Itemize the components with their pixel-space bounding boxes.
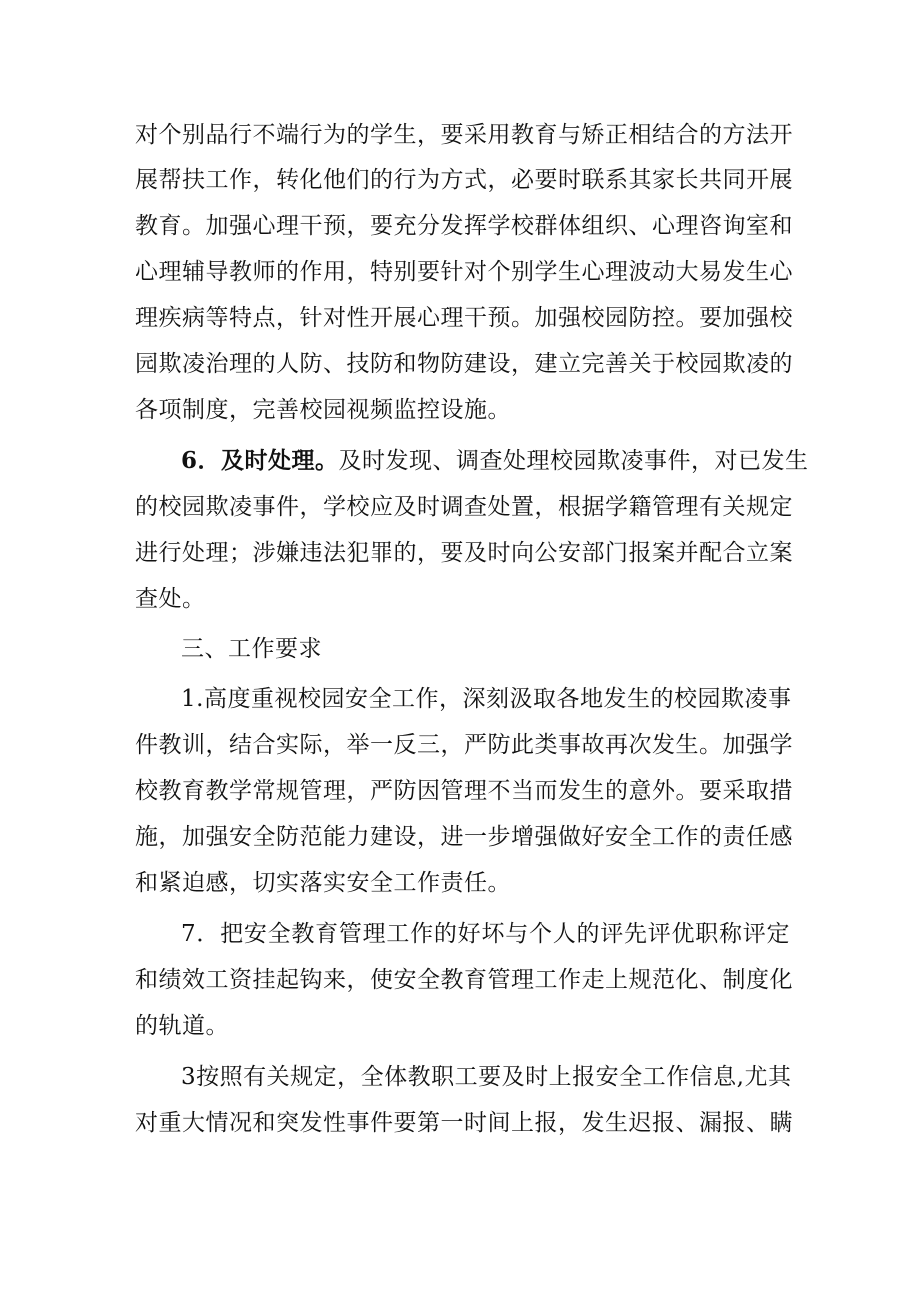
paragraph-line: 件教训，结合实际，举一反三，严防此类事故再次发生。加强学 (135, 732, 793, 758)
paragraph-line: 理疾病等特点，针对性开展心理干预。加强校园防控。要加强校 (135, 305, 793, 331)
section-title: 三、工作要求 (181, 636, 322, 662)
paragraph-line: 和绩效工资挂起钩来，使安全教育管理工作走上规范化、制度化 (135, 967, 793, 993)
paragraph-first-line: 3按照有关规定，全体教职工要及时上报安全工作信息,尤其 (181, 1064, 792, 1090)
paragraph-line: 教育。加强心理干预，要充分发挥学校群体组织、心理咨询室和 (135, 213, 793, 239)
paragraph-line: 各项制度，完善校园视频监控设施。 (135, 397, 511, 423)
paragraph-line: 的校园欺凌事件，学校应及时调查处置，根据学籍管理有关规定 (135, 494, 793, 520)
paragraph-line: 心理辅导教师的作用，特别要针对个别学生心理波动大易发生心 (135, 259, 793, 285)
paragraph-line: 查处。 (135, 586, 206, 612)
paragraph-first-line: 7．把安全教育管理工作的好坏与个人的评先评优职称评定 (181, 921, 790, 947)
paragraph-first-line: 1.高度重视校园安全工作，深刻汲取各地发生的校园欺凌事 (181, 686, 792, 712)
paragraph-line: 对重大情况和突发性事件要第一时间上报，发生迟报、漏报、瞒 (135, 1110, 793, 1136)
paragraph-line: 园欺凌治理的人防、技防和物防建设，建立完善关于校园欺凌的 (135, 351, 793, 377)
paragraph-line: 的轨道。 (135, 1013, 229, 1039)
paragraph-text: 及时发现、调查处理校园欺凌事件，对已发生 (338, 448, 809, 474)
paragraph-line: 对个别品行不端行为的学生，要采用教育与矫正相结合的方法开 (135, 122, 793, 148)
paragraph-line: 和紧迫感，切实落实安全工作责任。 (135, 870, 511, 896)
paragraph-heading: 6．及时处理。 (181, 447, 339, 474)
paragraph-line: 进行处理；涉嫌违法犯罪的，要及时向公安部门报案并配合立案 (135, 540, 793, 566)
paragraph-first-line (181, 446, 809, 476)
paragraph-line: 校教育教学常规管理，严防因管理不当而发生的意外。要采取措 (135, 778, 793, 804)
paragraph-line: 施，加强安全防范能力建设，进一步增强做好安全工作的责任感 (135, 824, 793, 850)
paragraph-line: 展帮扶工作，转化他们的行为方式，必要时联系其家长共同开展 (135, 167, 793, 193)
